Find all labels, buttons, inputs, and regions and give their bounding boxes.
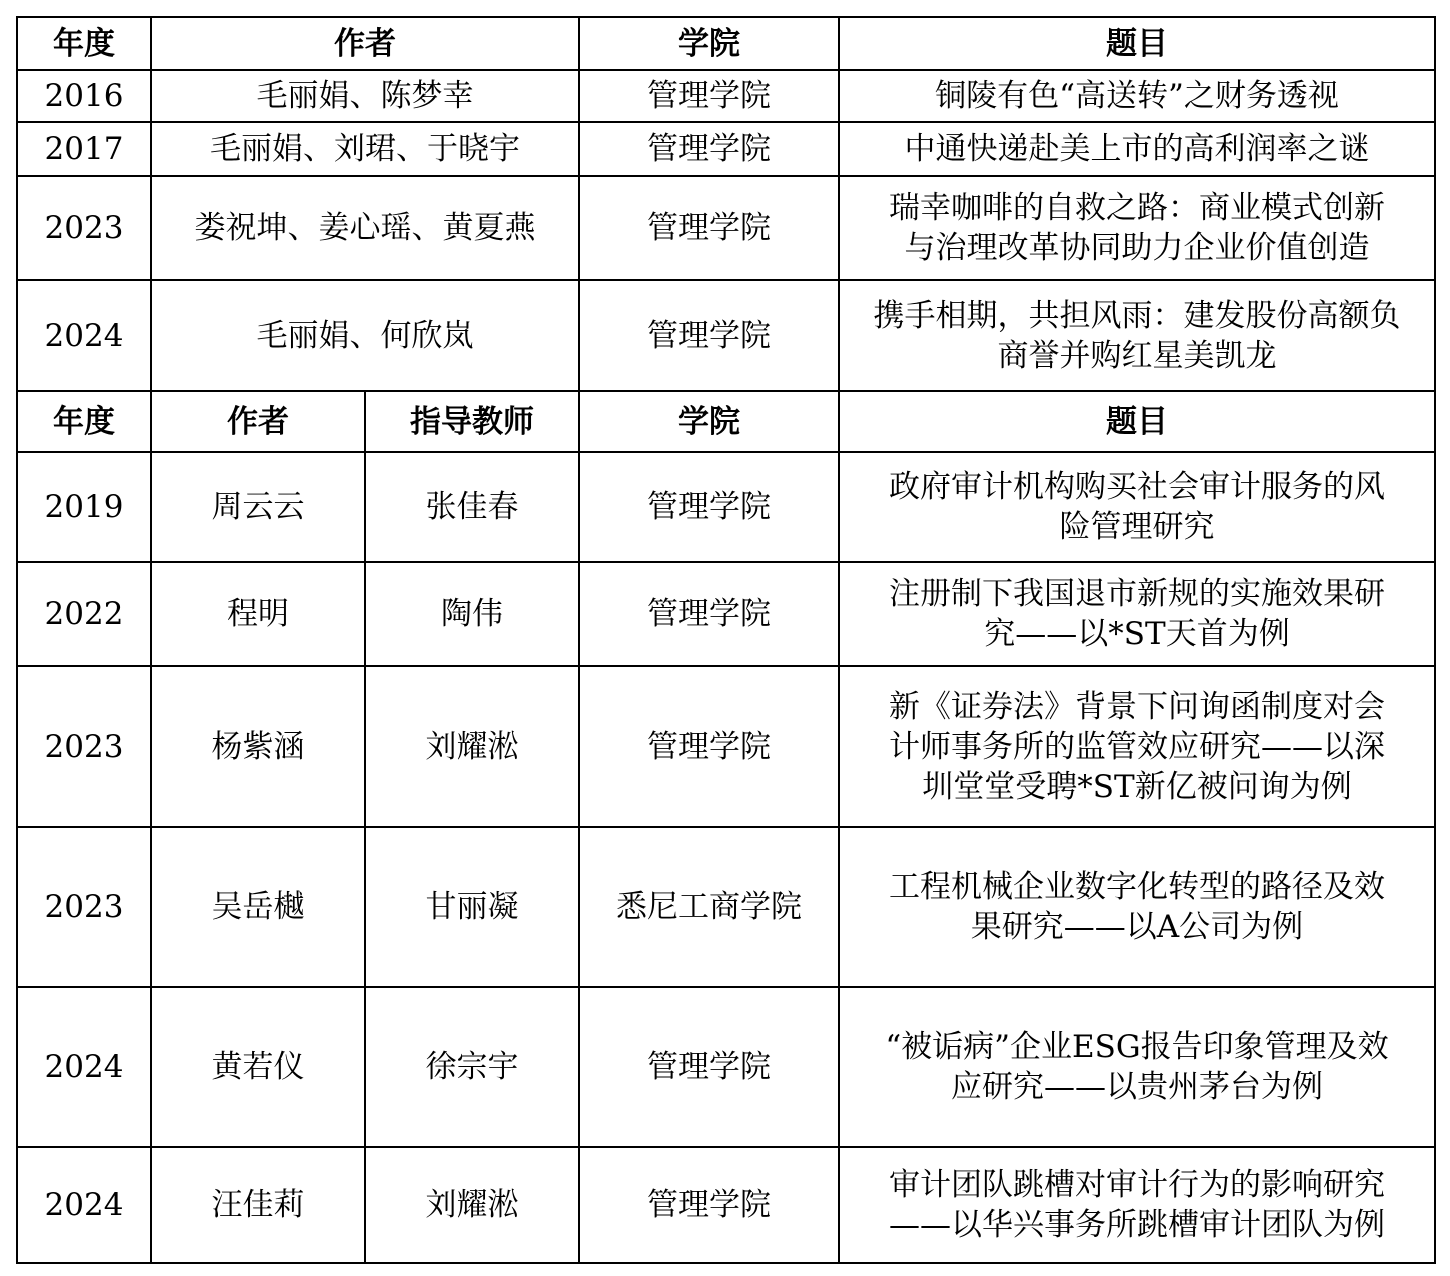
title-line: 注册制下我国退市新规的实施效果研 [889, 576, 1385, 612]
title-cell [839, 176, 1435, 280]
section1-header-row [17, 17, 1435, 70]
college-cell: 悉尼工商学院 [579, 827, 839, 987]
year-cell: 2016 [17, 70, 151, 122]
year-cell: 2024 [17, 280, 151, 391]
title-line: 瑞幸咖啡的自救之路：商业模式创新 [889, 190, 1385, 226]
section2-header-year: 年度 [17, 391, 151, 452]
year-cell: 2022 [17, 562, 151, 666]
college-cell: 管理学院 [579, 176, 839, 280]
title-cell [839, 562, 1435, 666]
section2-header-college: 学院 [579, 391, 839, 452]
table-row [17, 562, 1435, 666]
section1-header-title: 题目 [839, 17, 1435, 70]
advisor-cell: 徐宗宇 [365, 987, 579, 1147]
college-cell: 管理学院 [579, 987, 839, 1147]
table-row [17, 452, 1435, 562]
table-row [17, 1147, 1435, 1263]
title-line: 险管理研究 [1059, 509, 1215, 545]
table-row [17, 280, 1435, 391]
authors-cell: 娄祝坤、姜心瑶、黄夏燕 [151, 176, 579, 280]
section1-header-year: 年度 [17, 17, 151, 70]
title-cell [839, 987, 1435, 1147]
table-row [17, 122, 1435, 176]
title-cell [839, 122, 1435, 176]
college-cell: 管理学院 [579, 1147, 839, 1263]
college-cell: 管理学院 [579, 666, 839, 827]
title-cell [839, 452, 1435, 562]
title-line: 究——以*ST天首为例 [984, 616, 1290, 652]
author-cell: 杨紫涵 [151, 666, 365, 827]
title-line: 铜陵有色“高送转”之财务透视 [935, 78, 1339, 114]
authors-cell: 毛丽娟、何欣岚 [151, 280, 579, 391]
author-cell: 汪佳莉 [151, 1147, 365, 1263]
advisor-cell: 陶伟 [365, 562, 579, 666]
section1-header-college: 学院 [579, 17, 839, 70]
title-cell [839, 666, 1435, 827]
title-line: 与治理改革协同助力企业价值创造 [904, 230, 1370, 266]
title-line: 携手相期，共担风雨：建发股份高额负 [873, 297, 1401, 334]
title-line: 圳堂堂受聘*ST新亿被问询为例 [922, 768, 1352, 805]
authors-cell: 毛丽娟、陈梦幸 [151, 70, 579, 122]
year-cell: 2023 [17, 666, 151, 827]
college-cell: 管理学院 [579, 562, 839, 666]
section2-header-title: 题目 [839, 391, 1435, 452]
title-line: 新《证券法》背景下问询函制度对会 [889, 688, 1385, 725]
advisor-cell: 甘丽凝 [365, 827, 579, 987]
table-row [17, 176, 1435, 280]
year-cell: 2024 [17, 987, 151, 1147]
advisor-cell: 刘耀淞 [365, 1147, 579, 1263]
title-line: 应研究——以贵州茅台为例 [951, 1069, 1323, 1105]
title-line: 中通快递赴美上市的高利润率之谜 [904, 131, 1370, 167]
section2-header-row [17, 391, 1435, 452]
author-cell: 程明 [151, 562, 365, 666]
title-line: 商誉并购红星美凯龙 [997, 337, 1277, 374]
title-line: 工程机械企业数字化转型的路径及效 [889, 869, 1385, 905]
section2-header-advisor: 指导教师 [365, 391, 579, 452]
author-cell: 周云云 [151, 452, 365, 562]
college-cell: 管理学院 [579, 280, 839, 391]
year-cell: 2019 [17, 452, 151, 562]
table-row [17, 70, 1435, 122]
table-row [17, 666, 1435, 827]
title-line: 果研究——以A公司为例 [970, 909, 1304, 945]
author-cell: 黄若仪 [151, 987, 365, 1147]
title-cell [839, 70, 1435, 122]
table-row [17, 987, 1435, 1147]
year-cell: 2024 [17, 1147, 151, 1263]
advisor-cell: 刘耀淞 [365, 666, 579, 827]
section2-header-author: 作者 [151, 391, 365, 452]
title-line: 审计团队跳槽对审计行为的影响研究 [889, 1167, 1385, 1203]
title-line: ——以华兴事务所跳槽审计团队为例 [889, 1207, 1385, 1243]
advisor-cell: 张佳春 [365, 452, 579, 562]
author-cell: 吴岳樾 [151, 827, 365, 987]
title-cell [839, 827, 1435, 987]
college-cell: 管理学院 [579, 122, 839, 176]
title-cell [839, 280, 1435, 391]
year-cell: 2023 [17, 176, 151, 280]
table-row [17, 827, 1435, 987]
college-cell: 管理学院 [579, 452, 839, 562]
year-cell: 2017 [17, 122, 151, 176]
section1-header-author: 作者 [151, 17, 579, 70]
year-cell: 2023 [17, 827, 151, 987]
title-line: “被诟病”企业ESG报告印象管理及效 [885, 1029, 1389, 1065]
title-line: 计师事务所的监管效应研究——以深 [889, 728, 1385, 765]
college-cell: 管理学院 [579, 70, 839, 122]
title-cell [839, 1147, 1435, 1263]
awards-table [16, 16, 1436, 1264]
authors-cell: 毛丽娟、刘珺、于晓宇 [151, 122, 579, 176]
title-line: 政府审计机构购买社会审计服务的风 [889, 469, 1385, 505]
